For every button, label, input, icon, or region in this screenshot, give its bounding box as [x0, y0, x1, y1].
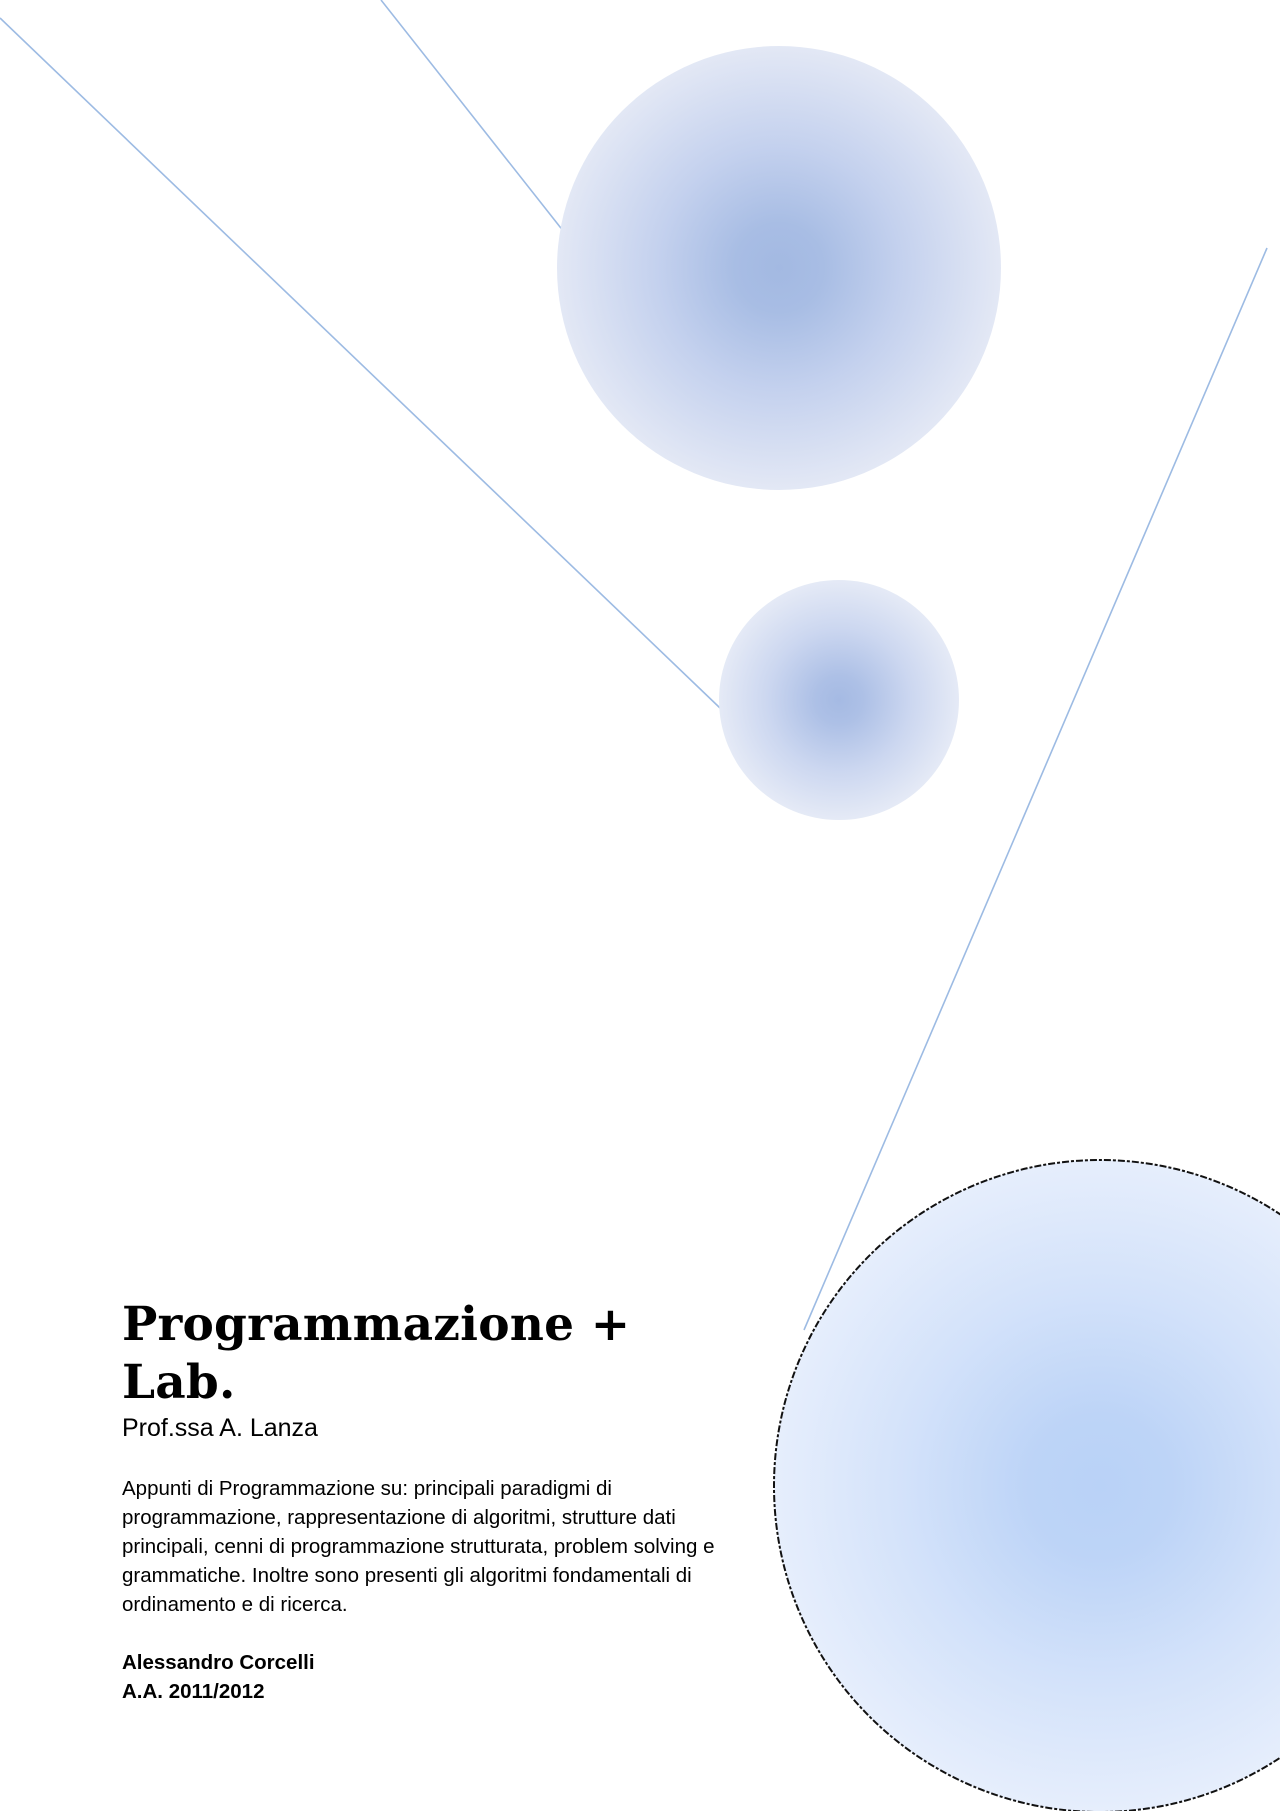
decorative-circle-bottom	[774, 1160, 1280, 1811]
cover-text-block	[122, 1296, 742, 1706]
document-abstract: Appunti di Programmazione su: principali paradigmi di programmazione, rappresentazione di algoritmi, strutture dati principali, cenni di programmazione strutturata, problem solving e grammatiche. Inoltre sono presenti gli algoritmi fondamentali di ordinamento e di ricerca.	[122, 1477, 715, 1616]
document-title: Programmazione + Lab.	[122, 1297, 631, 1410]
document-subtitle: Prof.ssa A. Lanza	[122, 1414, 318, 1442]
decorative-circle-middle	[719, 580, 959, 820]
academic-year: A.A. 2011/2012	[122, 1680, 265, 1703]
decorative-circle-top	[557, 46, 1001, 490]
decorative-line-top	[381, 0, 564, 232]
document-author: Alessandro Corcelli	[122, 1651, 315, 1674]
